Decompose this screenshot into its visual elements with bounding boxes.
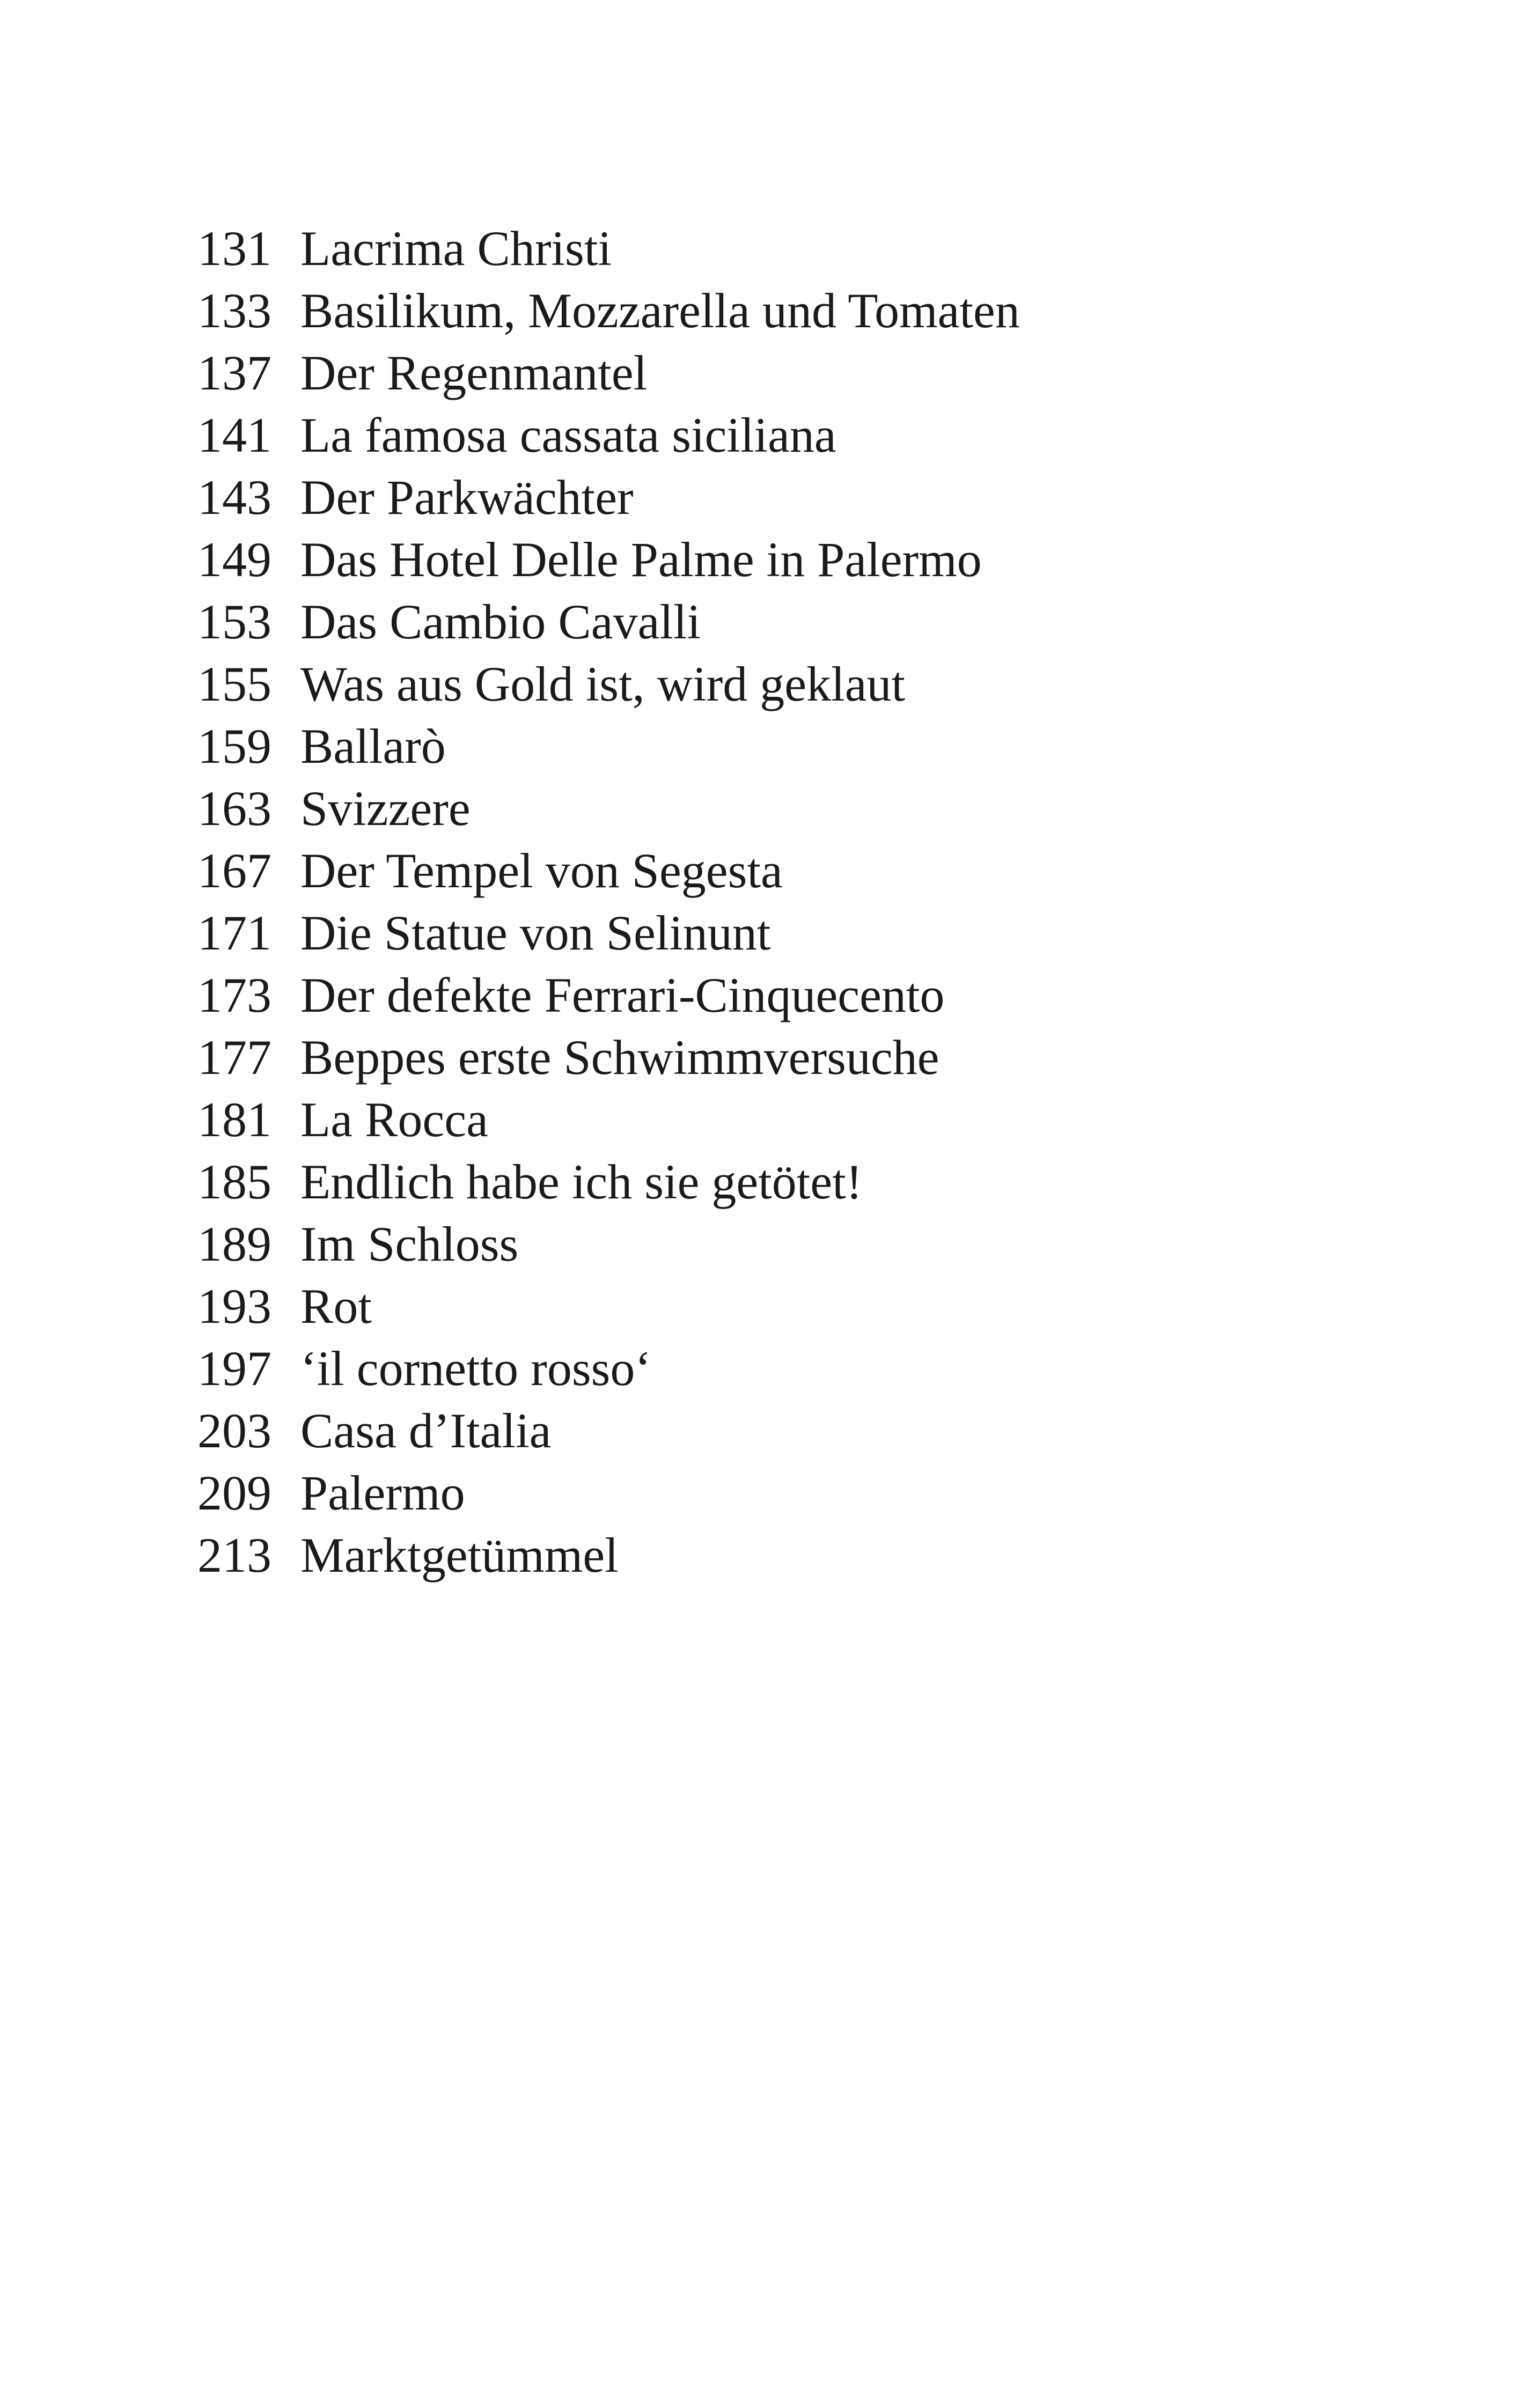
toc-title: Ballarò — [300, 719, 446, 774]
toc-title: La Rocca — [300, 1092, 488, 1147]
toc-entry — [197, 591, 1020, 653]
toc-title: Beppes erste Schwimmversuche — [300, 1030, 939, 1085]
toc-page-number: 159 — [197, 719, 271, 774]
toc-page-number: 133 — [197, 283, 271, 338]
toc-entry — [197, 1462, 1020, 1524]
toc-entry — [197, 217, 1020, 279]
toc-title: Der Tempel von Segesta — [300, 843, 783, 898]
toc-title: Die Statue von Selinunt — [300, 905, 771, 960]
toc-entry — [197, 715, 1020, 777]
toc-entry — [197, 342, 1020, 404]
toc-entry — [197, 840, 1020, 902]
toc-title: Palermo — [300, 1466, 465, 1520]
toc-page-number: 189 — [197, 1217, 271, 1271]
toc-title: Der Regenmantel — [300, 345, 648, 400]
toc-page-number: 203 — [197, 1403, 271, 1458]
toc-title: Basilikum, Mozzarella und Tomaten — [300, 283, 1020, 338]
toc-page-number: 131 — [197, 221, 271, 276]
toc-page-number: 185 — [197, 1154, 271, 1209]
toc-title: Der defekte Ferrari-Cinquecento — [300, 968, 945, 1022]
toc-entry — [197, 964, 1020, 1026]
toc-entry — [197, 1026, 1020, 1088]
toc-page-number: 197 — [197, 1341, 271, 1396]
toc-page-number: 193 — [197, 1279, 271, 1334]
toc-title: ‘il cornetto rosso‘ — [300, 1341, 652, 1396]
toc-page-number: 143 — [197, 470, 271, 525]
toc-page-number: 209 — [197, 1466, 271, 1520]
toc-title: Rot — [300, 1279, 372, 1334]
toc-page-number: 141 — [197, 408, 271, 462]
table-of-contents — [197, 217, 1020, 1586]
toc-page-number: 171 — [197, 905, 271, 960]
toc-page-number: 173 — [197, 968, 271, 1022]
toc-entry — [197, 1275, 1020, 1337]
toc-title: Im Schloss — [300, 1217, 519, 1271]
toc-entry — [197, 1337, 1020, 1400]
toc-title: La famosa cassata siciliana — [300, 408, 836, 462]
toc-entry — [197, 404, 1020, 466]
toc-title: Der Parkwächter — [300, 470, 634, 525]
toc-title: Casa d’Italia — [300, 1403, 552, 1458]
toc-page-number: 149 — [197, 532, 271, 587]
toc-title: Das Cambio Cavalli — [300, 594, 701, 649]
toc-page-number: 181 — [197, 1092, 271, 1147]
toc-entry — [197, 653, 1020, 715]
toc-entry — [197, 1524, 1020, 1586]
toc-page-number: 137 — [197, 345, 271, 400]
toc-page-number: 155 — [197, 657, 271, 711]
toc-entry — [197, 1400, 1020, 1462]
toc-entry — [197, 528, 1020, 591]
toc-title: Endlich habe ich sie getötet! — [300, 1154, 863, 1209]
toc-title: Was aus Gold ist, wird geklaut — [300, 657, 906, 711]
toc-page-number: 167 — [197, 843, 271, 898]
toc-page-number: 213 — [197, 1528, 271, 1582]
toc-entry — [197, 279, 1020, 342]
toc-title: Marktgetümmel — [300, 1528, 619, 1582]
toc-entry — [197, 1151, 1020, 1213]
toc-page-number: 153 — [197, 594, 271, 649]
toc-entry — [197, 777, 1020, 840]
toc-entry — [197, 1213, 1020, 1275]
toc-page-number: 163 — [197, 781, 271, 836]
toc-title: Svizzere — [300, 781, 471, 836]
toc-entry — [197, 1088, 1020, 1151]
toc-title: Lacrima Christi — [300, 221, 612, 276]
toc-entry — [197, 466, 1020, 528]
toc-page-number: 177 — [197, 1030, 271, 1085]
toc-title: Das Hotel Delle Palme in Palermo — [300, 532, 982, 587]
toc-entry — [197, 902, 1020, 964]
